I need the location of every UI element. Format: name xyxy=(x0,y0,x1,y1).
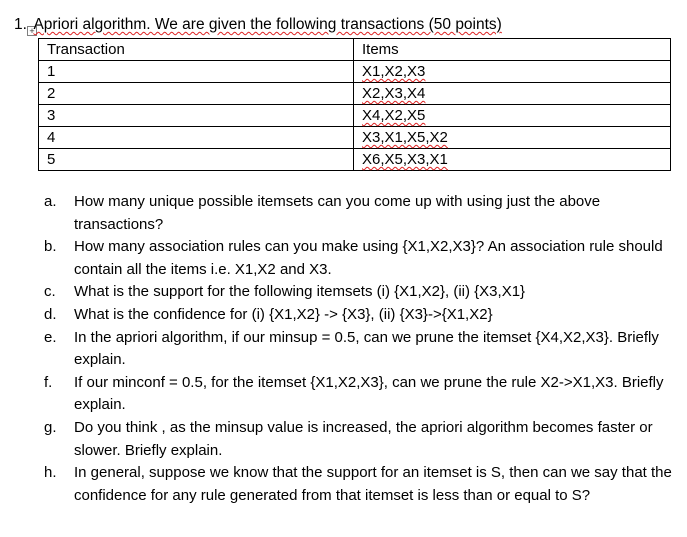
question-item xyxy=(44,327,674,372)
question-item xyxy=(44,191,674,236)
table-move-handle-icon[interactable]: + xyxy=(27,26,37,36)
table-row xyxy=(39,127,671,149)
question-label: e. xyxy=(44,328,57,346)
table-row xyxy=(39,61,671,83)
question-text: How many unique possible itemsets can you come up with using just the above transactions? xyxy=(74,193,601,233)
transaction-id: 4 xyxy=(39,127,354,149)
question-item xyxy=(44,304,674,327)
transaction-items xyxy=(354,127,671,149)
header-items: Items xyxy=(354,39,671,61)
transaction-items xyxy=(354,105,671,127)
transaction-items xyxy=(354,149,671,171)
table-row xyxy=(39,105,671,127)
transaction-items xyxy=(354,83,671,105)
items-text: X1,X2,X3 xyxy=(362,63,426,80)
question-text: What is the confidence for (i) {X1,X2} -> {X3}, (ii) {X3}->{X1,X2} xyxy=(74,305,493,323)
question-item xyxy=(44,281,674,304)
question-label: f. xyxy=(44,373,53,391)
items-text: X2,X3,X4 xyxy=(362,85,426,102)
items-text: X4,X2,X5 xyxy=(362,107,426,124)
transaction-id: 2 xyxy=(39,83,354,105)
table-row xyxy=(39,83,671,105)
question-label: g. xyxy=(44,418,57,436)
items-text: X3,X1,X5,X2 xyxy=(362,129,448,146)
question-heading xyxy=(14,15,502,35)
question-text: If our minconf = 0.5, for the itemset {X1,X2,X3}, can we prune the rule X2->X1,X3. Briefly explain. xyxy=(74,373,664,414)
question-text: What is the support for the following itemsets (i) {X1,X2}, (ii) {X3,X1} xyxy=(74,283,526,301)
question-label: h. xyxy=(44,464,57,482)
table-row xyxy=(39,149,671,171)
table-header-row xyxy=(39,39,671,61)
question-label: d. xyxy=(44,305,57,323)
transaction-id: 3 xyxy=(39,105,354,127)
transaction-items xyxy=(354,61,671,83)
question-label: c. xyxy=(44,283,56,301)
question-item xyxy=(44,462,674,507)
header-transaction: Transaction xyxy=(39,39,354,61)
heading-number: 1. xyxy=(14,16,27,33)
question-text: Do you think , as the minsup value is increased, the apriori algorithm becomes faster or slower. Briefly explain. xyxy=(74,418,653,459)
heading-title: Apriori algorithm. We are given the following transactions (50 points) xyxy=(33,16,502,33)
question-text: In the apriori algorithm, if our minsup = 0.5, can we prune the itemset {X4,X2,X3}. Briefly explain. xyxy=(74,328,659,369)
items-text: X6,X5,X3,X1 xyxy=(362,151,448,168)
transaction-id: 1 xyxy=(39,61,354,83)
transaction-id: 5 xyxy=(39,149,354,171)
question-text: How many association rules can you make using {X1,X2,X3}? An association rule should contain all the items i.e. X1,X2 and X3. xyxy=(74,238,663,278)
question-item xyxy=(44,372,674,417)
question-item xyxy=(44,236,674,281)
transactions-table xyxy=(38,38,671,171)
question-item xyxy=(44,417,674,462)
question-label: a. xyxy=(44,193,57,210)
question-list xyxy=(44,191,674,507)
question-text: In general, suppose we know that the support for an itemset is S, then can we say that the confidence for any rule generated from that itemset is less than or equal to S? xyxy=(74,464,672,504)
question-label: b. xyxy=(44,238,57,256)
